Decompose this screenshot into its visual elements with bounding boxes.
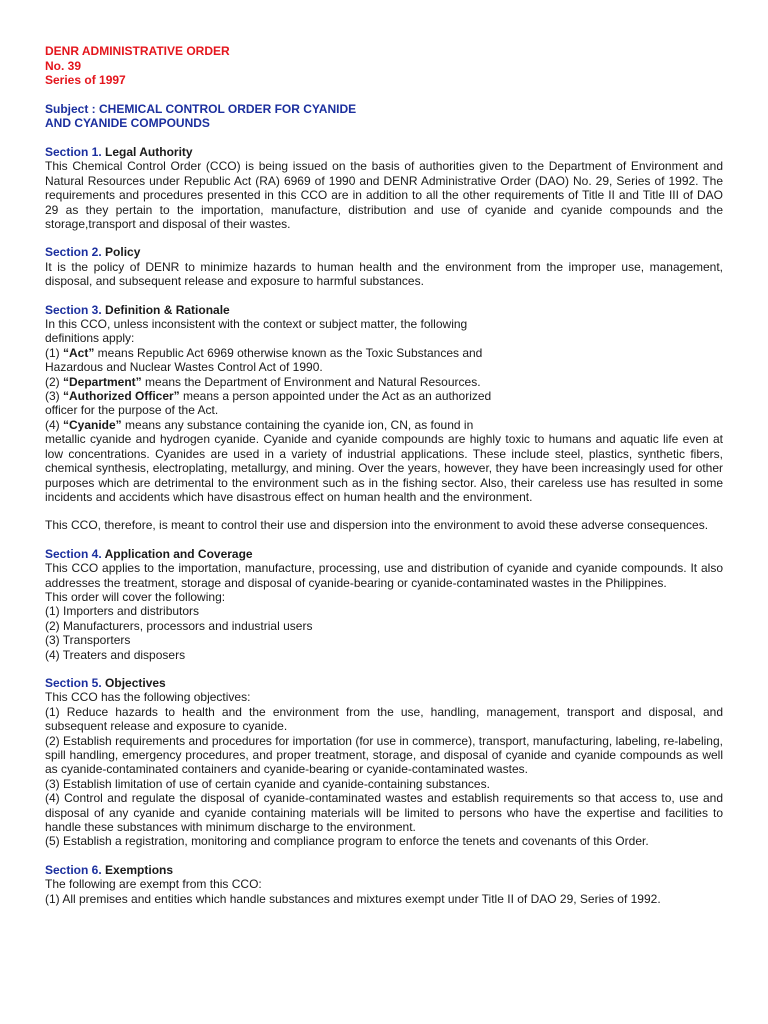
section-3-closing: This CCO, therefore, is meant to control their use and dispersion into the environment to avoid these adverse consequences. bbox=[45, 518, 709, 533]
section-4 bbox=[45, 547, 723, 662]
list-item: (4) Control and regulate the disposal of cyanide-contaminated wastes and establish requirements so that access to, use and disposal of any cyanide and cyanide containing materials will be limited to persons who have the expertise and facilities to handle these substances with minimum discharge to the environment. bbox=[45, 791, 723, 835]
section-5-number: Section 5. bbox=[45, 675, 102, 690]
section-1-body: This Chemical Control Order (CCO) is being issued on the basis of authorities given to the Department of Environment and Natural Resources under Republic Act (RA) 6969 of 1990 and DENR Administrative Order (DAO) No. 29, Series of 1992. The requirements and procedures presented in this CCO are in addition to all the other requirements of Title II and Title III of DAO 29 as they pertain to the importation, manufacture, distribution and use of cyanide and cyanide compounds and the storage,transport and disposal of their wastes. bbox=[45, 159, 723, 231]
list-item: (5) Establish a registration, monitoring and compliance program to enforce the tenets and covenants of this Order. bbox=[45, 834, 649, 849]
section-1 bbox=[45, 145, 723, 231]
section-1-number: Section 1. bbox=[45, 144, 102, 159]
term-cyanide: “Cyanide” bbox=[63, 417, 122, 432]
section-6-number: Section 6. bbox=[45, 862, 102, 877]
definition-act: (1) “Act” means Republic Act 6969 otherwise known as the Toxic Substances and bbox=[45, 345, 483, 360]
order-header bbox=[45, 44, 723, 88]
definition-act-cont: Hazardous and Nuclear Wastes Control Act of 1990. bbox=[45, 360, 323, 375]
section-2-body: It is the policy of DENR to minimize hazards to human health and the environment from the improper use, management, disposal, and subsequent release and exposure to harmful substances. bbox=[45, 259, 723, 289]
list-item: (2) Establish requirements and procedures for importation (for use in commerce), transport, manufacturing, labeling, re-labeling, spill handling, emergency procedures, and proper treatment, storage, and disposal of cyanide and cyanide compounds as well as cyanide-contaminated containers and cyanide-bearing or cyanide-contaminated wastes. bbox=[45, 733, 723, 777]
order-title: DENR ADMINISTRATIVE ORDER bbox=[45, 44, 230, 58]
section-3-title: Definition & Rationale bbox=[105, 302, 230, 317]
section-3-intro-line-2: definitions apply: bbox=[45, 331, 135, 346]
section-3-intro-line-1: In this CCO, unless inconsistent with the context or subject matter, the following bbox=[45, 317, 468, 332]
section-6-heading bbox=[45, 863, 723, 877]
section-4-body: This CCO applies to the importation, manufacture, processing, use and distribution of cyanide and cyanide compounds. It also addresses the treatment, storage and disposal of cyanide-bearing or cyanide-contaminated wastes in the Philippines. bbox=[45, 561, 723, 590]
section-4-heading bbox=[45, 547, 723, 561]
section-3-heading bbox=[45, 303, 723, 317]
list-item: (3) Establish limitation of use of certain cyanide and cyanide-containing substances. bbox=[45, 776, 490, 791]
section-1-heading bbox=[45, 145, 723, 159]
section-2-heading bbox=[45, 245, 723, 259]
list-item: (1) Importers and distributors bbox=[45, 604, 200, 619]
term-department: “Department” bbox=[63, 374, 142, 389]
section-5 bbox=[45, 676, 723, 849]
list-item: (4) Treaters and disposers bbox=[45, 647, 186, 662]
definition-cyanide: (4) “Cyanide” means any substance containing the cyanide ion, CN, as found in bbox=[45, 417, 474, 432]
list-item: (3) Transporters bbox=[45, 633, 131, 648]
section-4-title: Application and Coverage bbox=[104, 546, 253, 561]
definition-department: (2) “Department” means the Department of Environment and Natural Resources. bbox=[45, 374, 481, 389]
list-item: (1) All premises and entities which handle substances and mixtures exempt under Title II of DAO 29, Series of 1992. bbox=[45, 891, 661, 906]
document-page bbox=[45, 44, 723, 906]
list-item: (1) Reduce hazards to health and the environment from the use, handling, management, transport and disposal, and subsequent release and exposure to cyanide. bbox=[45, 704, 723, 734]
term-authorized-officer: “Authorized Officer” bbox=[63, 389, 180, 404]
section-6 bbox=[45, 863, 723, 906]
definition-authorized-officer: (3) “Authorized Officer” means a person appointed under the Act as an authorized bbox=[45, 389, 492, 404]
section-4-number: Section 4. bbox=[45, 546, 102, 561]
order-number: No. 39 bbox=[45, 58, 82, 73]
order-subject bbox=[45, 102, 723, 131]
section-6-title: Exemptions bbox=[105, 862, 174, 877]
section-5-title: Objectives bbox=[105, 675, 166, 690]
section-2-title: Policy bbox=[105, 245, 141, 260]
section-4-cover: This order will cover the following: bbox=[45, 589, 226, 604]
section-5-intro: This CCO has the following objectives: bbox=[45, 690, 251, 705]
section-2 bbox=[45, 245, 723, 288]
order-series: Series of 1997 bbox=[45, 73, 126, 88]
subject-line-2: AND CYANIDE COMPOUNDS bbox=[45, 116, 210, 131]
term-act: “Act” bbox=[63, 345, 95, 360]
section-5-heading bbox=[45, 676, 723, 690]
section-2-number: Section 2. bbox=[45, 245, 102, 260]
definition-authorized-officer-cont: officer for the purpose of the Act. bbox=[45, 403, 219, 418]
section-6-intro: The following are exempt from this CCO: bbox=[45, 877, 262, 892]
section-1-title: Legal Authority bbox=[105, 144, 193, 159]
section-3-number: Section 3. bbox=[45, 302, 102, 317]
list-item: (2) Manufacturers, processors and industrial users bbox=[45, 618, 313, 633]
section-3 bbox=[45, 303, 723, 533]
definition-cyanide-cont: metallic cyanide and hydrogen cyanide. Cyanide and cyanide compounds are highly toxic to humans and aquatic life even at low concentrations. Cyanides are used in a variety of industrial applications. These include steel, plastics, synthetic fibers, chemical synthesis, electroplating, metallurgy, and mining. Over the years, however, they have been increasingly used for other purposes which are detrimental to the environment such as in the fishing sector. Also, their careless use has resulted in some incidents and accidents which have disastrous effect on human health and the environment. bbox=[45, 432, 723, 504]
subject-line-1: Subject : CHEMICAL CONTROL ORDER FOR CYANIDE bbox=[45, 101, 357, 116]
